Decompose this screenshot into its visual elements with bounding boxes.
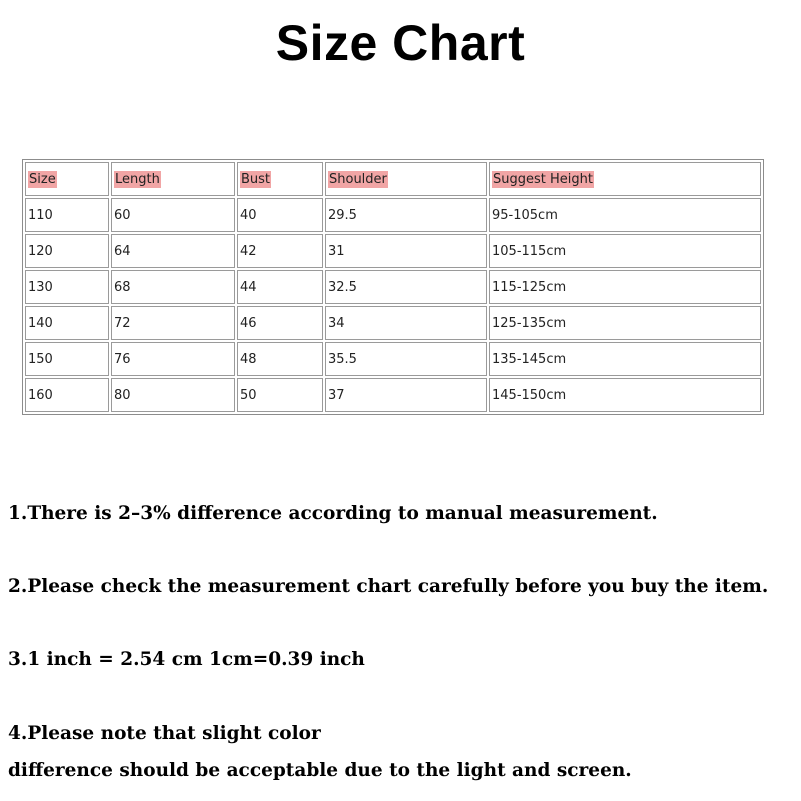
table-cell: 72 [111, 306, 235, 340]
header-cell [325, 162, 487, 196]
table-cell: 80 [111, 378, 235, 412]
table-cell: 145-150cm [489, 378, 761, 412]
table-cell: 76 [111, 342, 235, 376]
table-cell: 44 [237, 270, 323, 304]
table-cell: 64 [111, 234, 235, 268]
note-unit-conversion: 3.1 inch = 2.54 cm 1cm=0.39 inch [8, 649, 365, 670]
size-table [22, 159, 764, 415]
table-cell: 140 [25, 306, 109, 340]
table-row [25, 198, 761, 232]
table-cell: 32.5 [325, 270, 487, 304]
table-cell: 110 [25, 198, 109, 232]
table-cell: 150 [25, 342, 109, 376]
table-cell: 35.5 [325, 342, 487, 376]
header-label: Shoulder [329, 171, 387, 187]
table-cell: 160 [25, 378, 109, 412]
table-cell: 34 [325, 306, 487, 340]
header-label: Size [29, 171, 56, 187]
table-cell: 50 [237, 378, 323, 412]
header-label: Length [115, 171, 160, 187]
table-header-row [25, 162, 761, 196]
table-cell: 120 [25, 234, 109, 268]
table-cell: 125-135cm [489, 306, 761, 340]
header-cell [237, 162, 323, 196]
header-cell [111, 162, 235, 196]
table-row [25, 306, 761, 340]
table-cell: 135-145cm [489, 342, 761, 376]
table-cell: 115-125cm [489, 270, 761, 304]
table-cell: 31 [325, 234, 487, 268]
table-cell: 95-105cm [489, 198, 761, 232]
header-label: Suggest Height [493, 171, 593, 187]
note-color-difference-line2: difference should be acceptable due to the light and screen. [8, 760, 632, 781]
table-cell: 40 [237, 198, 323, 232]
table-cell: 46 [237, 306, 323, 340]
table-cell: 37 [325, 378, 487, 412]
table-cell: 68 [111, 270, 235, 304]
note-color-difference-line1: 4.Please note that slight color [8, 723, 321, 744]
page-title: Size Chart [275, 15, 526, 71]
table-cell: 48 [237, 342, 323, 376]
table-cell: 105-115cm [489, 234, 761, 268]
table-row [25, 378, 761, 412]
table-cell: 29.5 [325, 198, 487, 232]
table-row [25, 270, 761, 304]
table-cell: 60 [111, 198, 235, 232]
note-measurement-difference: 1.There is 2–3% difference according to manual measurement. [8, 503, 658, 524]
table-row [25, 234, 761, 268]
table-row [25, 342, 761, 376]
table-cell: 130 [25, 270, 109, 304]
header-cell [489, 162, 761, 196]
note-check-chart: 2.Please check the measurement chart carefully before you buy the item. [8, 576, 769, 597]
header-cell [25, 162, 109, 196]
header-label: Bust [241, 171, 271, 187]
table-cell: 42 [237, 234, 323, 268]
